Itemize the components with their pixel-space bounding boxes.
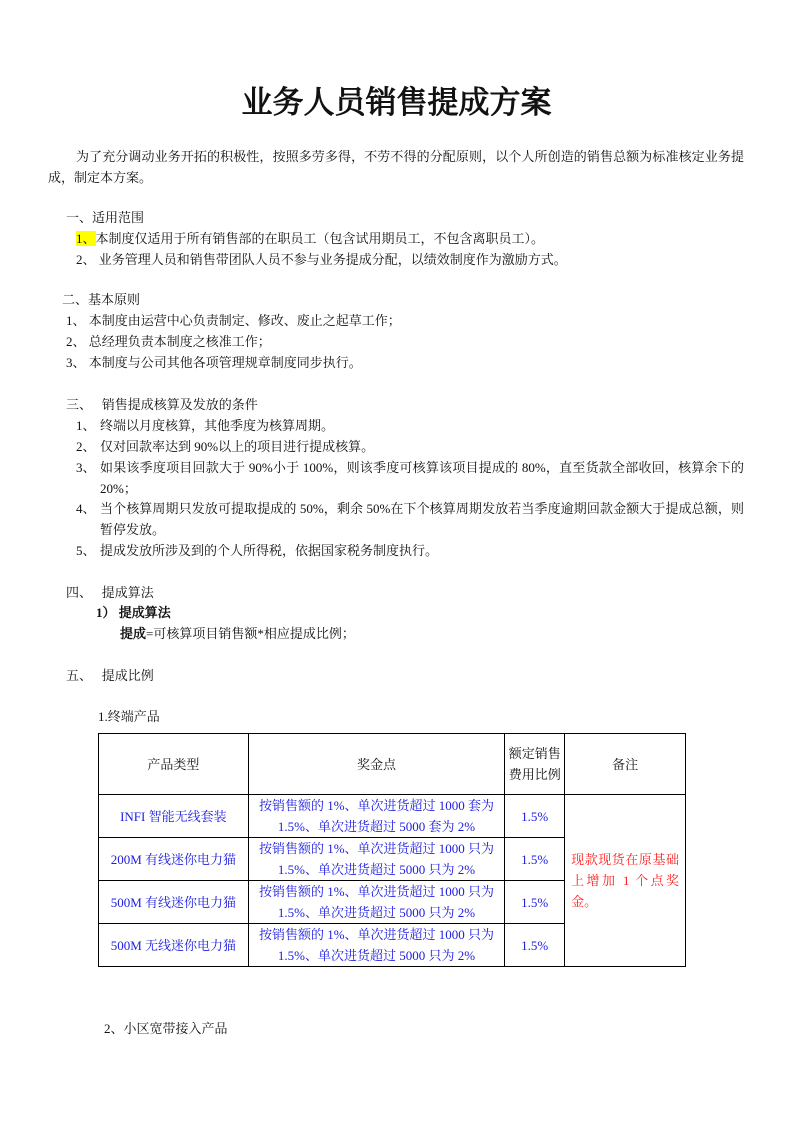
- s3-item-num-3: 3、: [76, 460, 96, 475]
- s3-item-num-4: 4、: [76, 501, 96, 516]
- cell-bonus: 按销售额的 1%、单次进货超过 1000 只为 1.5%、单次进货超过 5000 只为 2%: [248, 881, 505, 924]
- cell-bonus: 按销售额的 1%、单次进货超过 1000 套为 1.5%、单次进货超过 5000 套为 2%: [248, 795, 505, 838]
- s2-item-1: 1、 本制度由运营中心负责制定、修改、废止之起草工作；: [66, 313, 401, 328]
- section-5-heading: 五、 提成比例: [66, 668, 154, 683]
- cell-ratio: 1.5%: [505, 795, 565, 838]
- s3-item-2: 仅对回款率达到 90%以上的项目进行提成核算。: [100, 439, 375, 454]
- section-4-heading: 四、 提成算法: [66, 585, 154, 600]
- cell-ratio: 1.5%: [505, 924, 565, 967]
- commission-table: [98, 733, 686, 967]
- cell-product: 500M 无线迷你电力猫: [99, 924, 249, 967]
- s2-item-2: 2、 总经理负责本制度之核准工作；: [66, 334, 271, 349]
- cell-product: INFI 智能无线套装: [99, 795, 249, 838]
- cell-ratio: 1.5%: [505, 838, 565, 881]
- s5-subheading-broadband: 2、小区宽带接入产品: [104, 1021, 228, 1036]
- cell-ratio: 1.5%: [505, 881, 565, 924]
- section-2-heading: 二、基本原则: [62, 292, 141, 307]
- intro-paragraph: 为了充分调动业务开拓的积极性，按照多劳多得，不劳不得的分配原则，以个人所创造的销售总额为标准核定业务提成，制定本方案。: [48, 149, 744, 185]
- formula-label: 提成: [120, 626, 147, 641]
- s3-item-num-1: 1、: [76, 418, 96, 433]
- s3-item-num-2: 2、: [76, 439, 96, 454]
- s3-item-3: 如果该季度项目回款大于 90%小于 100%，则该季度可核算该项目提成的 80%，直至货款全部收回，核算余下的 20%；: [100, 460, 744, 496]
- s1-item-2: [76, 249, 567, 270]
- s3-item-4: 当个核算周期只发放可提取提成的 50%，剩余 50%在下个核算周期发放若当季度逾期回款金额大于提成总额，则暂停发放。: [100, 501, 744, 537]
- s4-subheading: 1） 提成算法: [96, 605, 171, 620]
- table-header-row: [99, 734, 686, 795]
- s3-item-5: 提成发放所涉及到的个人所得税，依据国家税务制度执行。: [100, 543, 439, 558]
- s2-item-3: 3、 本制度与公司其他各项管理规章制度同步执行。: [66, 355, 362, 370]
- s3-item-num-5: 5、: [76, 543, 96, 558]
- page-title: 业务人员销售提成方案: [241, 85, 552, 120]
- item-number: 2、: [76, 252, 96, 267]
- item-number: 1、: [76, 231, 96, 246]
- s4-formula: [120, 623, 355, 644]
- item-text: 业务管理人员和销售带团队人员不参与业务提成分配，以绩效制度作为激励方式。: [98, 252, 567, 267]
- s1-item-1: [76, 228, 544, 249]
- cell-bonus: 按销售额的 1%、单次进货超过 1000 只为 1.5%、单次进货超过 5000 只为 2%: [248, 924, 505, 967]
- s5-subheading-terminal: 1.终端产品: [98, 709, 160, 724]
- cell-bonus: 按销售额的 1%、单次进货超过 1000 只为 1.5%、单次进货超过 5000 只为 2%: [248, 838, 505, 881]
- item-text: 本制度仅适用于所有销售部的在职员工（包含试用期员工，不包含离职员工）。: [95, 231, 545, 246]
- formula-text: =可核算项目销售额*相应提成比例；: [146, 626, 355, 641]
- header-ratio: 额定销售费用比例: [505, 734, 565, 795]
- cell-product: 500M 有线迷你电力猫: [99, 881, 249, 924]
- cell-note: 现款现货在原基础上增加 1 个点奖金。: [565, 795, 686, 967]
- header-bonus: 奖金点: [248, 734, 505, 795]
- table-row: [99, 795, 686, 838]
- header-note: 备注: [565, 734, 686, 795]
- section-3-heading: 三、 销售提成核算及发放的条件: [66, 397, 258, 412]
- cell-product: 200M 有线迷你电力猫: [99, 838, 249, 881]
- section-1-heading: 一、适用范围: [66, 210, 145, 225]
- header-product: 产品类型: [99, 734, 249, 795]
- s3-item-1: 终端以月度核算，其他季度为核算周期。: [100, 418, 335, 433]
